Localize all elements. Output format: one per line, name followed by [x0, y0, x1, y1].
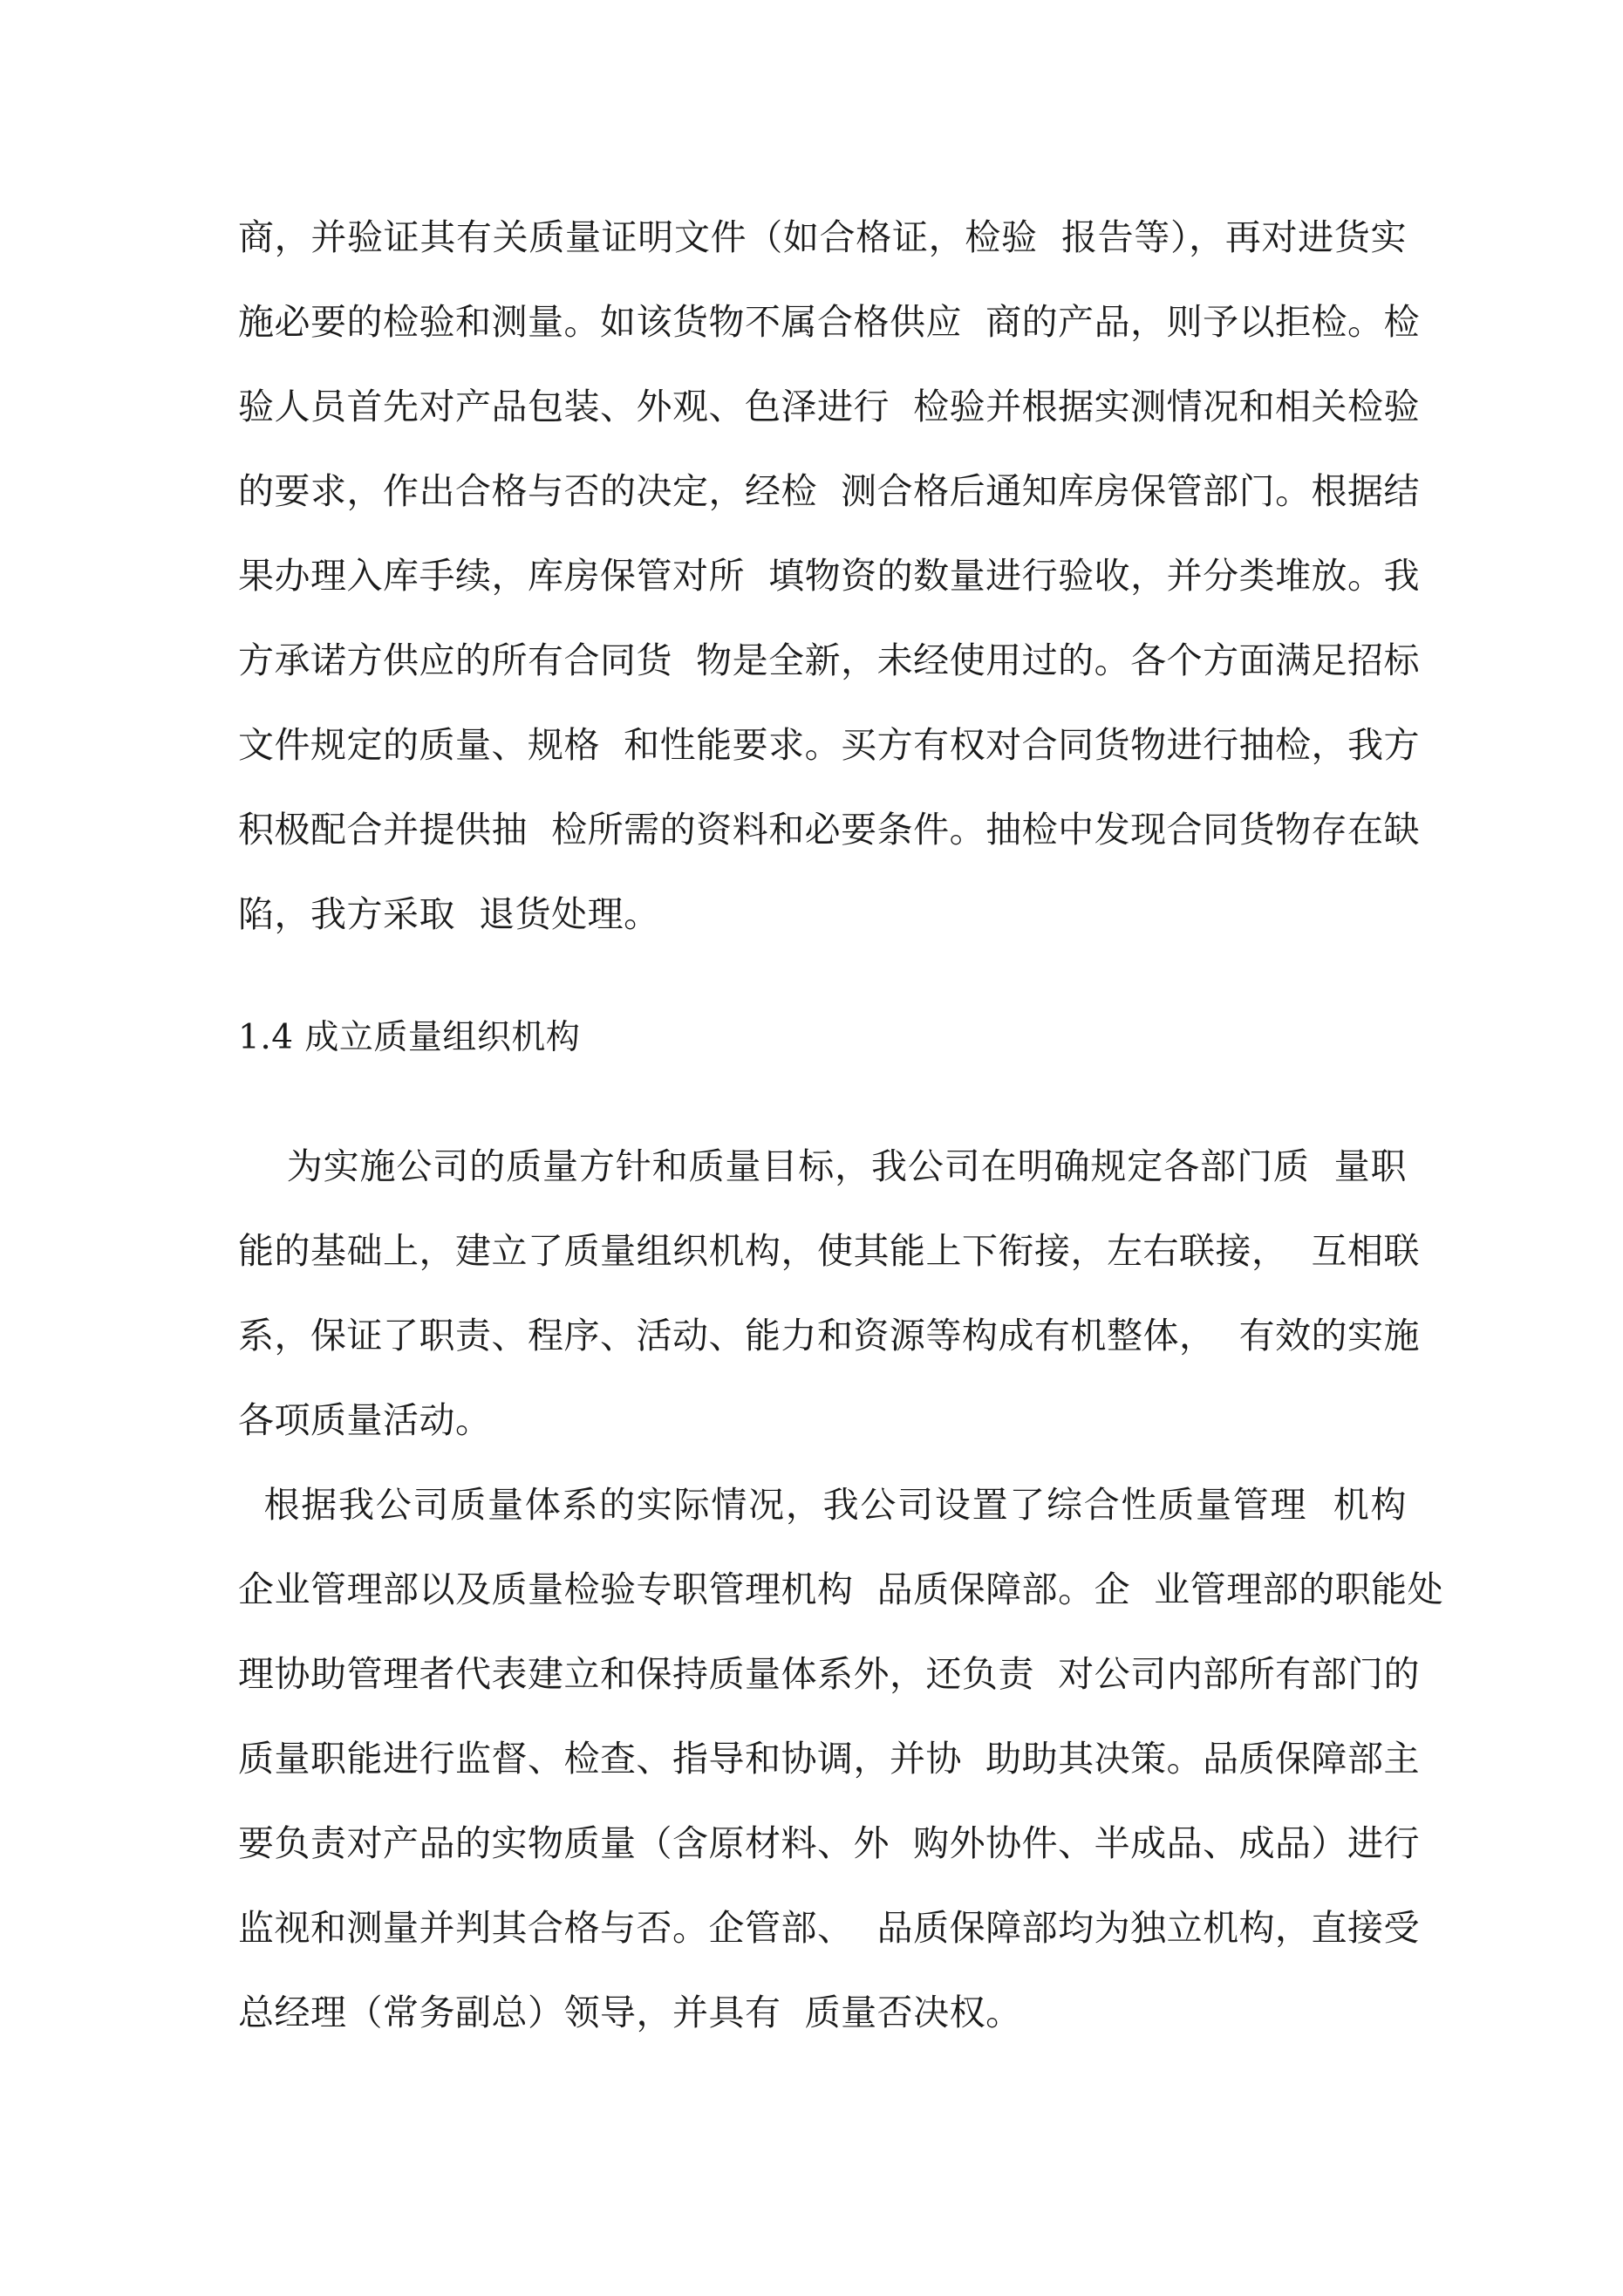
paragraph-2-line-4: 各项质量活动。 [238, 1399, 492, 1441]
paragraph-3-line-2: 企业管理部以及质量检验专职管理机构 品质保障部。企 业管理部的职能处 [238, 1568, 1444, 1610]
paragraph-2-line-1: 为实施公司的质量方针和质量目标，我公司在明确规定各部门质 量职 [238, 1145, 1407, 1187]
paragraph-3-line-5: 要负责对产品的实物质量（含原材料、外 购外协件、半成品、成品）进行 [238, 1822, 1421, 1864]
paragraph-1-line-1: 商，并验证其有关质量证明文件（如合格证，检验 报告等），再对进货实 [238, 216, 1407, 258]
paragraph-1-line-3: 验人员首先对产品包装、外观、色泽进行 检验并根据实测情况和相关检验 [238, 386, 1421, 427]
paragraph-1-line-9: 陷，我方采取 退货处理。 [238, 893, 660, 935]
paragraph-3-line-1: 根据我公司质量体系的实际情况，我公司设置了综合性质量管理 机构 [238, 1484, 1407, 1526]
paragraph-1-line-5: 果办理入库手续，库房保管对所 填物资的数量进行验收，并分类堆放。我 [238, 555, 1421, 597]
paragraph-3-line-4: 质量职能进行监督、检查、指导和协调，并协 助助其决策。品质保障部主 [238, 1738, 1421, 1780]
paragraph-1-line-2: 施必要的检验和测量。如该货物不属合格供应 商的产品，则予以拒检。检 [238, 301, 1421, 343]
paragraph-1-line-7: 文件规定的质量、规格 和性能要求。买方有权对合同货物进行抽检，我方 [238, 724, 1421, 766]
paragraph-3-line-3: 理协助管理者代表建立和保持质量体系外，还负责 对公司内部所有部门的 [238, 1653, 1421, 1695]
paragraph-3-line-6: 监视和测量并判其合格与否。企管部、 品质保障部均为独立机构，直接受 [238, 1907, 1421, 1949]
paragraph-2-line-3: 系，保证了职责、程序、活动、能力和资源等构成有机整体， 有效的实施 [238, 1315, 1421, 1356]
paragraph-1-line-6: 方承诺方供应的所有合同货 物是全新，未经使用过的。各个方面满足招标 [238, 639, 1421, 681]
paragraph-2-line-2: 能的基础上，建立了质量组织机构，使其能上下衔接，左右联接， 互相联 [238, 1230, 1421, 1272]
section-heading: 1.4 成立质量组织机构 [238, 1018, 581, 1057]
paragraph-3-line-7: 总经理（常务副总）领导，并具有 质量否决权。 [238, 1992, 1022, 2033]
paragraph-1-line-4: 的要求，作出合格与否的决定，经检 测合格后通知库房保管部门。根据结 [238, 470, 1421, 512]
paragraph-1-line-8: 积极配合并提供抽 检所需的资料和必要条件。抽检中发现合同货物存在缺 [238, 809, 1421, 851]
